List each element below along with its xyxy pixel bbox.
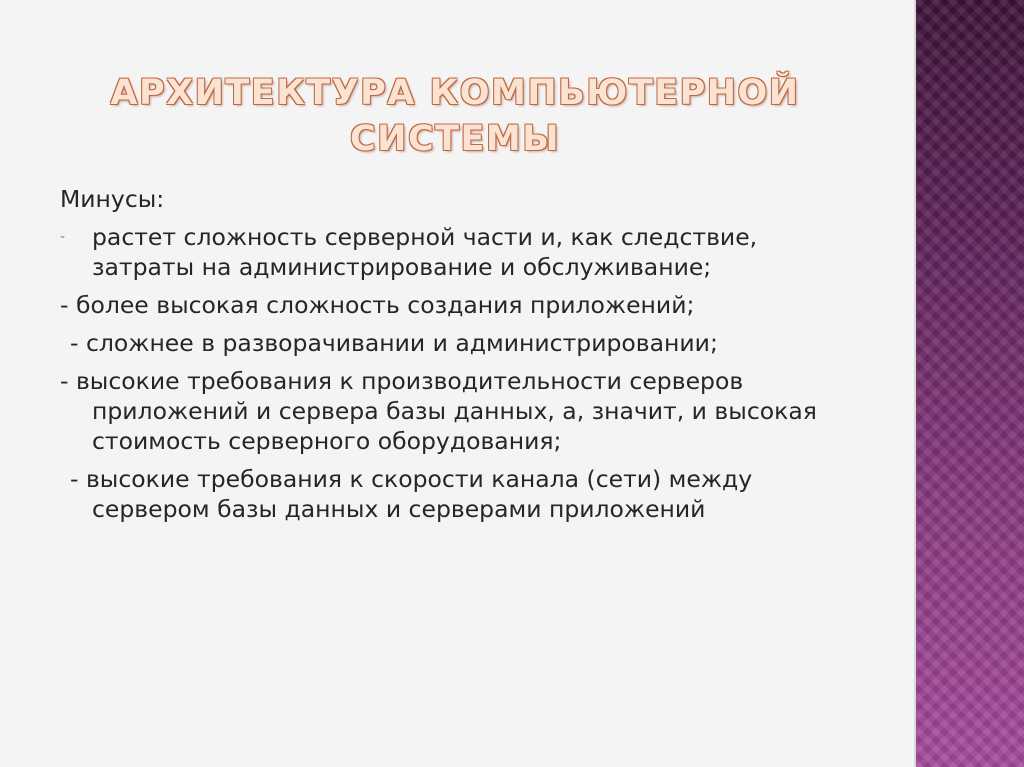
list-item-text: растет сложность серверной части и, как следствие, затраты на администрирование и обслуживание; bbox=[92, 223, 758, 281]
slide-title-line-2: СИСТЕМЫ bbox=[349, 119, 561, 159]
list-item: - сложнее в разворачивании и администрировании; bbox=[70, 329, 718, 357]
slide-title bbox=[100, 70, 810, 162]
dash-bullet-icon: - bbox=[60, 229, 66, 245]
decorative-side-band bbox=[916, 0, 1024, 767]
list-item: - высокие требования к производительности серверов приложений и сервера базы данных, а, значит, и высокая стоимость серверного оборудования; bbox=[60, 367, 817, 455]
slide-body bbox=[60, 184, 860, 532]
slide-title-line-1: АРХИТЕКТУРА КОМПЬЮТЕРНОЙ bbox=[110, 73, 800, 113]
list-item: - высокие требования к скорости канала (сети) между сервером базы данных и серверами приложений bbox=[70, 465, 753, 523]
list-item bbox=[60, 222, 860, 282]
list-item: - более высокая сложность создания приложений; bbox=[60, 291, 695, 319]
intro-text: Минусы: bbox=[60, 185, 165, 213]
